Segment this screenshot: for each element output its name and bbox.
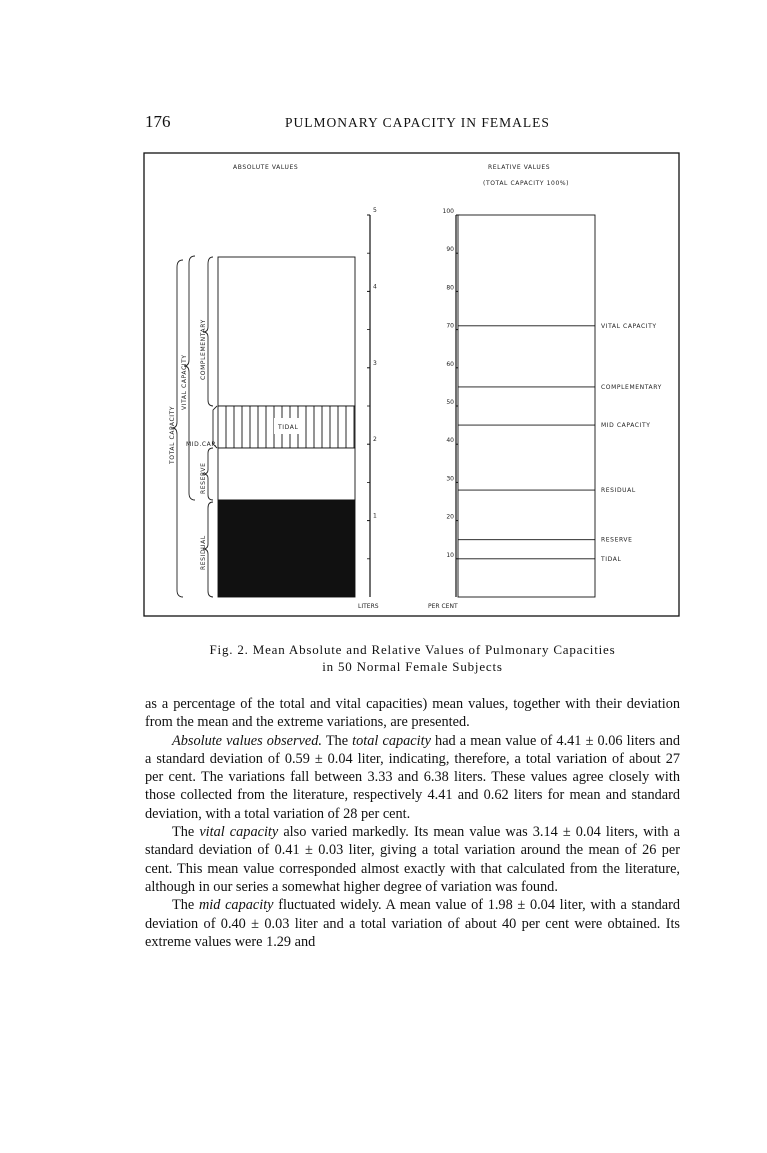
p3-text-b: also varied markedly. Its mean value was 3.14 ± 0.04 liters, with a standard deviation of 0.41 ± 0.03 liter, giving a total variation around the mean of 26 per cent. This mean value corresponded almost exactly with that calculated from the literature, although in our series a somewhat higher degree of variation was found.	[145, 824, 680, 895]
liters-tick-label: 2	[373, 436, 377, 444]
left-title: ABSOLUTE VALUES	[233, 164, 299, 171]
liters-tick-label: 5	[373, 207, 377, 214]
rel-label-mid-capacity: MID CAPACITY	[601, 422, 651, 430]
rel-label-residual: RESIDUAL	[601, 487, 636, 495]
label-total-capacity: TOTAL CAPACITY	[169, 405, 176, 464]
section-lead: Absolute values observed.	[172, 732, 322, 749]
liters-axis-label: LITERS	[358, 603, 379, 610]
rel-label-complementary: COMPLEMENTARY	[601, 383, 662, 391]
percent-tick-label: 90	[446, 246, 454, 254]
rel-label-reserve: RESERVE	[601, 536, 633, 544]
term-total-capacity: total capacity	[352, 732, 431, 749]
percent-tick-label: 30	[446, 475, 454, 483]
left-brackets	[172, 256, 217, 597]
rel-label-tidal: TIDAL	[601, 555, 622, 563]
abs-residual-block	[218, 500, 355, 597]
figure-svg	[143, 152, 680, 617]
abs-complementary-block	[218, 257, 355, 406]
p3-text-a: The	[172, 824, 200, 841]
percent-tick-label: 60	[446, 360, 454, 368]
abs-reserve-block	[218, 448, 355, 500]
paragraph-2	[145, 732, 680, 823]
right-subtitle: (TOTAL CAPACITY 100%)	[483, 180, 570, 187]
p2-text-a: The	[321, 732, 353, 749]
percent-tick-label: 10	[446, 551, 454, 559]
term-mid-capacity: mid capacity	[198, 897, 274, 914]
percent-tick-label: 80	[446, 284, 454, 292]
rel-label-vital-capacity: VITAL CAPACITY	[601, 322, 657, 330]
tidal-label: TIDAL	[278, 424, 299, 431]
percent-tick-label: 50	[446, 399, 454, 406]
percent-axis-ticks	[443, 208, 460, 559]
percent-axis-label: PER CENT	[428, 603, 458, 610]
percent-tick-label: 70	[446, 322, 454, 330]
right-title: RELATIVE VALUES	[488, 164, 551, 171]
liters-axis-ticks	[367, 207, 377, 559]
p4-text-a: The	[172, 897, 199, 914]
body-text	[145, 695, 680, 951]
term-vital-capacity: vital capacity	[199, 824, 279, 841]
percent-tick-label: 40	[446, 437, 454, 445]
figure-caption	[145, 641, 680, 675]
paragraph-4	[145, 896, 680, 951]
p2-text-b: had a mean value of 4.41 ± 0.06 liters and a standard deviation of 0.59 ± 0.04 liter, indicating, therefore, a total variation of about 27 per cent. The variations fall between 3.33 and 6.38 liters. These values agree closely with those collected from the literature, respectively 4.41 and 0.62 liters for mean and standard deviation, with a total variation of 28 per cent.	[145, 732, 680, 822]
liters-tick-label: 1	[373, 512, 377, 520]
figure-2	[143, 152, 680, 617]
caption-line-2: in 50 Normal Female Subjects	[322, 659, 503, 674]
p4-text-b: fluctuated widely. A mean value of 1.98 ± 0.04 liter, with a standard deviation of 0.40 ± 0.03 liter and a total variation of about 40 per cent were obtained. Its extreme values were 1.29 and	[145, 897, 680, 950]
page-header	[145, 112, 680, 136]
liters-tick-label: 4	[373, 283, 377, 291]
paragraph-1: as a percentage of the total and vital capacities) mean values, together with their deviation from the mean and the extreme variations, are presented.	[145, 696, 680, 731]
running-title: PULMONARY CAPACITY IN FEMALES	[285, 115, 550, 130]
label-mid-capacity: MID.CAP.	[186, 441, 218, 448]
percent-tick-label: 100	[442, 208, 454, 215]
percent-tick-label: 20	[446, 513, 454, 521]
label-complementary: COMPLEMENTARY	[200, 319, 207, 380]
label-residual: RESIDUAL	[200, 535, 207, 570]
liters-tick-label: 3	[373, 359, 377, 367]
label-reserve: RESERVE	[200, 462, 207, 494]
caption-line-1: Fig. 2. Mean Absolute and Relative Values of Pulmonary Capacities	[209, 642, 616, 657]
paragraph-3	[145, 823, 680, 896]
label-vital-capacity: VITAL CAPACITY	[181, 354, 188, 410]
page-number: 176	[145, 112, 171, 131]
